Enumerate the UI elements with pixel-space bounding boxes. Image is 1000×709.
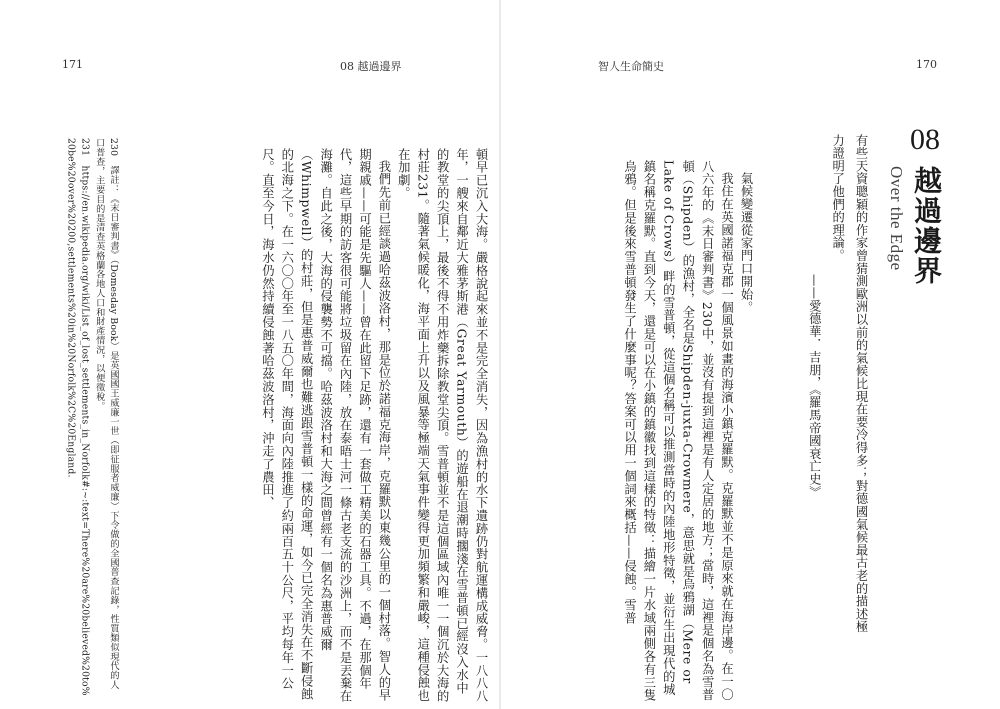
footnote: 230 譯註：《末日審判書》（Domesday Book）是英國國王威廉一世（即征服者威廉）下令做的全國普查記錄，性質類似現代的人口普查，主要目的是清查英格蘭各地人口和財產情況，以便徵稅。 xyxy=(93,138,119,690)
right-running-title: 智人生命簡史 xyxy=(598,60,664,73)
left-page-number: 171 xyxy=(62,58,83,71)
footnote: 231 https://en.wikipedia.org/wiki/List_of_lost_settlements_in_Norfolk#:~:text=There%20are%20believed%20to%20be%20over%20200,settlements%20in%20Norfolk%2C%20England. xyxy=(65,138,91,696)
body-paragraph: 我們先前已經談過哈茲波洛村，那是位於諾福克海岸，克羅默以東幾公里的一個村落。智人的早期親戚——可能是先驅人——曾在此留下足跡，還有一套做工精美的石器工具。不過，在那個年代，這些早期的訪客很可能將垃圾留在內陸，放在泰晤士河一條古老支流的沙洲上，而不是丟棄在海灘。自此之後，大海的侵襲勢不可擋。哈茲波洛村和大海之間曾經有一個名為惠普威爾（Whimpwell）的村莊，但是惠普威爾也難逃跟雪普頓一樣的命運，如今已完全消失在不斷侵蝕的北海之下。在一六〇〇年至一八五〇年間，海面向內陸推進了約兩百五十公尺，平均每年一公尺。直至今日，海水仍然持續侵蝕著哈茲波洛村，沖走了農田、 xyxy=(260,148,391,703)
epigraph xyxy=(762,134,872,634)
right-page-body xyxy=(522,160,755,705)
chapter-subtitle: Over the Edge xyxy=(887,166,906,271)
body-paragraph: 氣候變遷從家門口開始。 xyxy=(739,172,753,315)
body-paragraph: 我住在英國諾福克郡一個風景如畫的海濱小鎮克羅默。克羅默並不是原來就在海岸邊。在一〇八六年的《末日審判書》230中，並沒有提到這裡是有人定居的地方；當時，這裡是個名為雪普頓（Shipden）的漁村，全名是Shipden-juxta-Crowmere，意思就是烏鴉湖（Mere or Lake of Crows）畔的雪普頓，從這個名稱可以推測當時的內陸地形特徵，並衍生出現代的城鎮名稱克羅默。直到今天，還是可以在小鎮的鎮徽找到這樣的特徵：描繪一片水域兩側各有三隻烏鴉。但是後來雪普頓發生了什麼事呢？答案可以用一個詞來概括——侵蝕。雪普 xyxy=(622,160,734,702)
footnotes xyxy=(65,138,120,698)
chapter-title: 越過邊界 xyxy=(910,166,943,286)
body-paragraph: 頓早已沉入大海。嚴格說起來並不是完全消失，因為漁村的水下遺跡仍對航運構成威脅。一八八八年，一艘來自鄰近大雅茅斯港（Great Yarmouth）的遊船在退潮時擱淺在雪普頓已經沒入水中的教堂的尖頂上，最後不得不用炸藥拆除教堂尖頂。雪普頓並不是這個區域內唯一一個沉於大海的村莊231。隨著氣候暖化，海平面上升以及風暴等極端天氣事件變得更加頻繁和嚴峻，這種侵蝕也在加劇。 xyxy=(396,148,488,703)
page-gutter xyxy=(499,0,501,709)
chapter-number: 08 xyxy=(910,123,940,156)
epigraph-attribution: ——愛德華．吉朋，《羅馬帝國衰亡史》 xyxy=(807,274,822,499)
right-page-number: 170 xyxy=(916,58,937,71)
left-page-body xyxy=(198,148,490,703)
epigraph-text: 有些天資聰穎的作家曾猜測歐洲以前的氣候比現在要冷得多；對德國氣候最古老的描述極力證明了他們的理論。 xyxy=(830,134,868,634)
left-running-title: 08 越過邊界 xyxy=(340,60,402,73)
